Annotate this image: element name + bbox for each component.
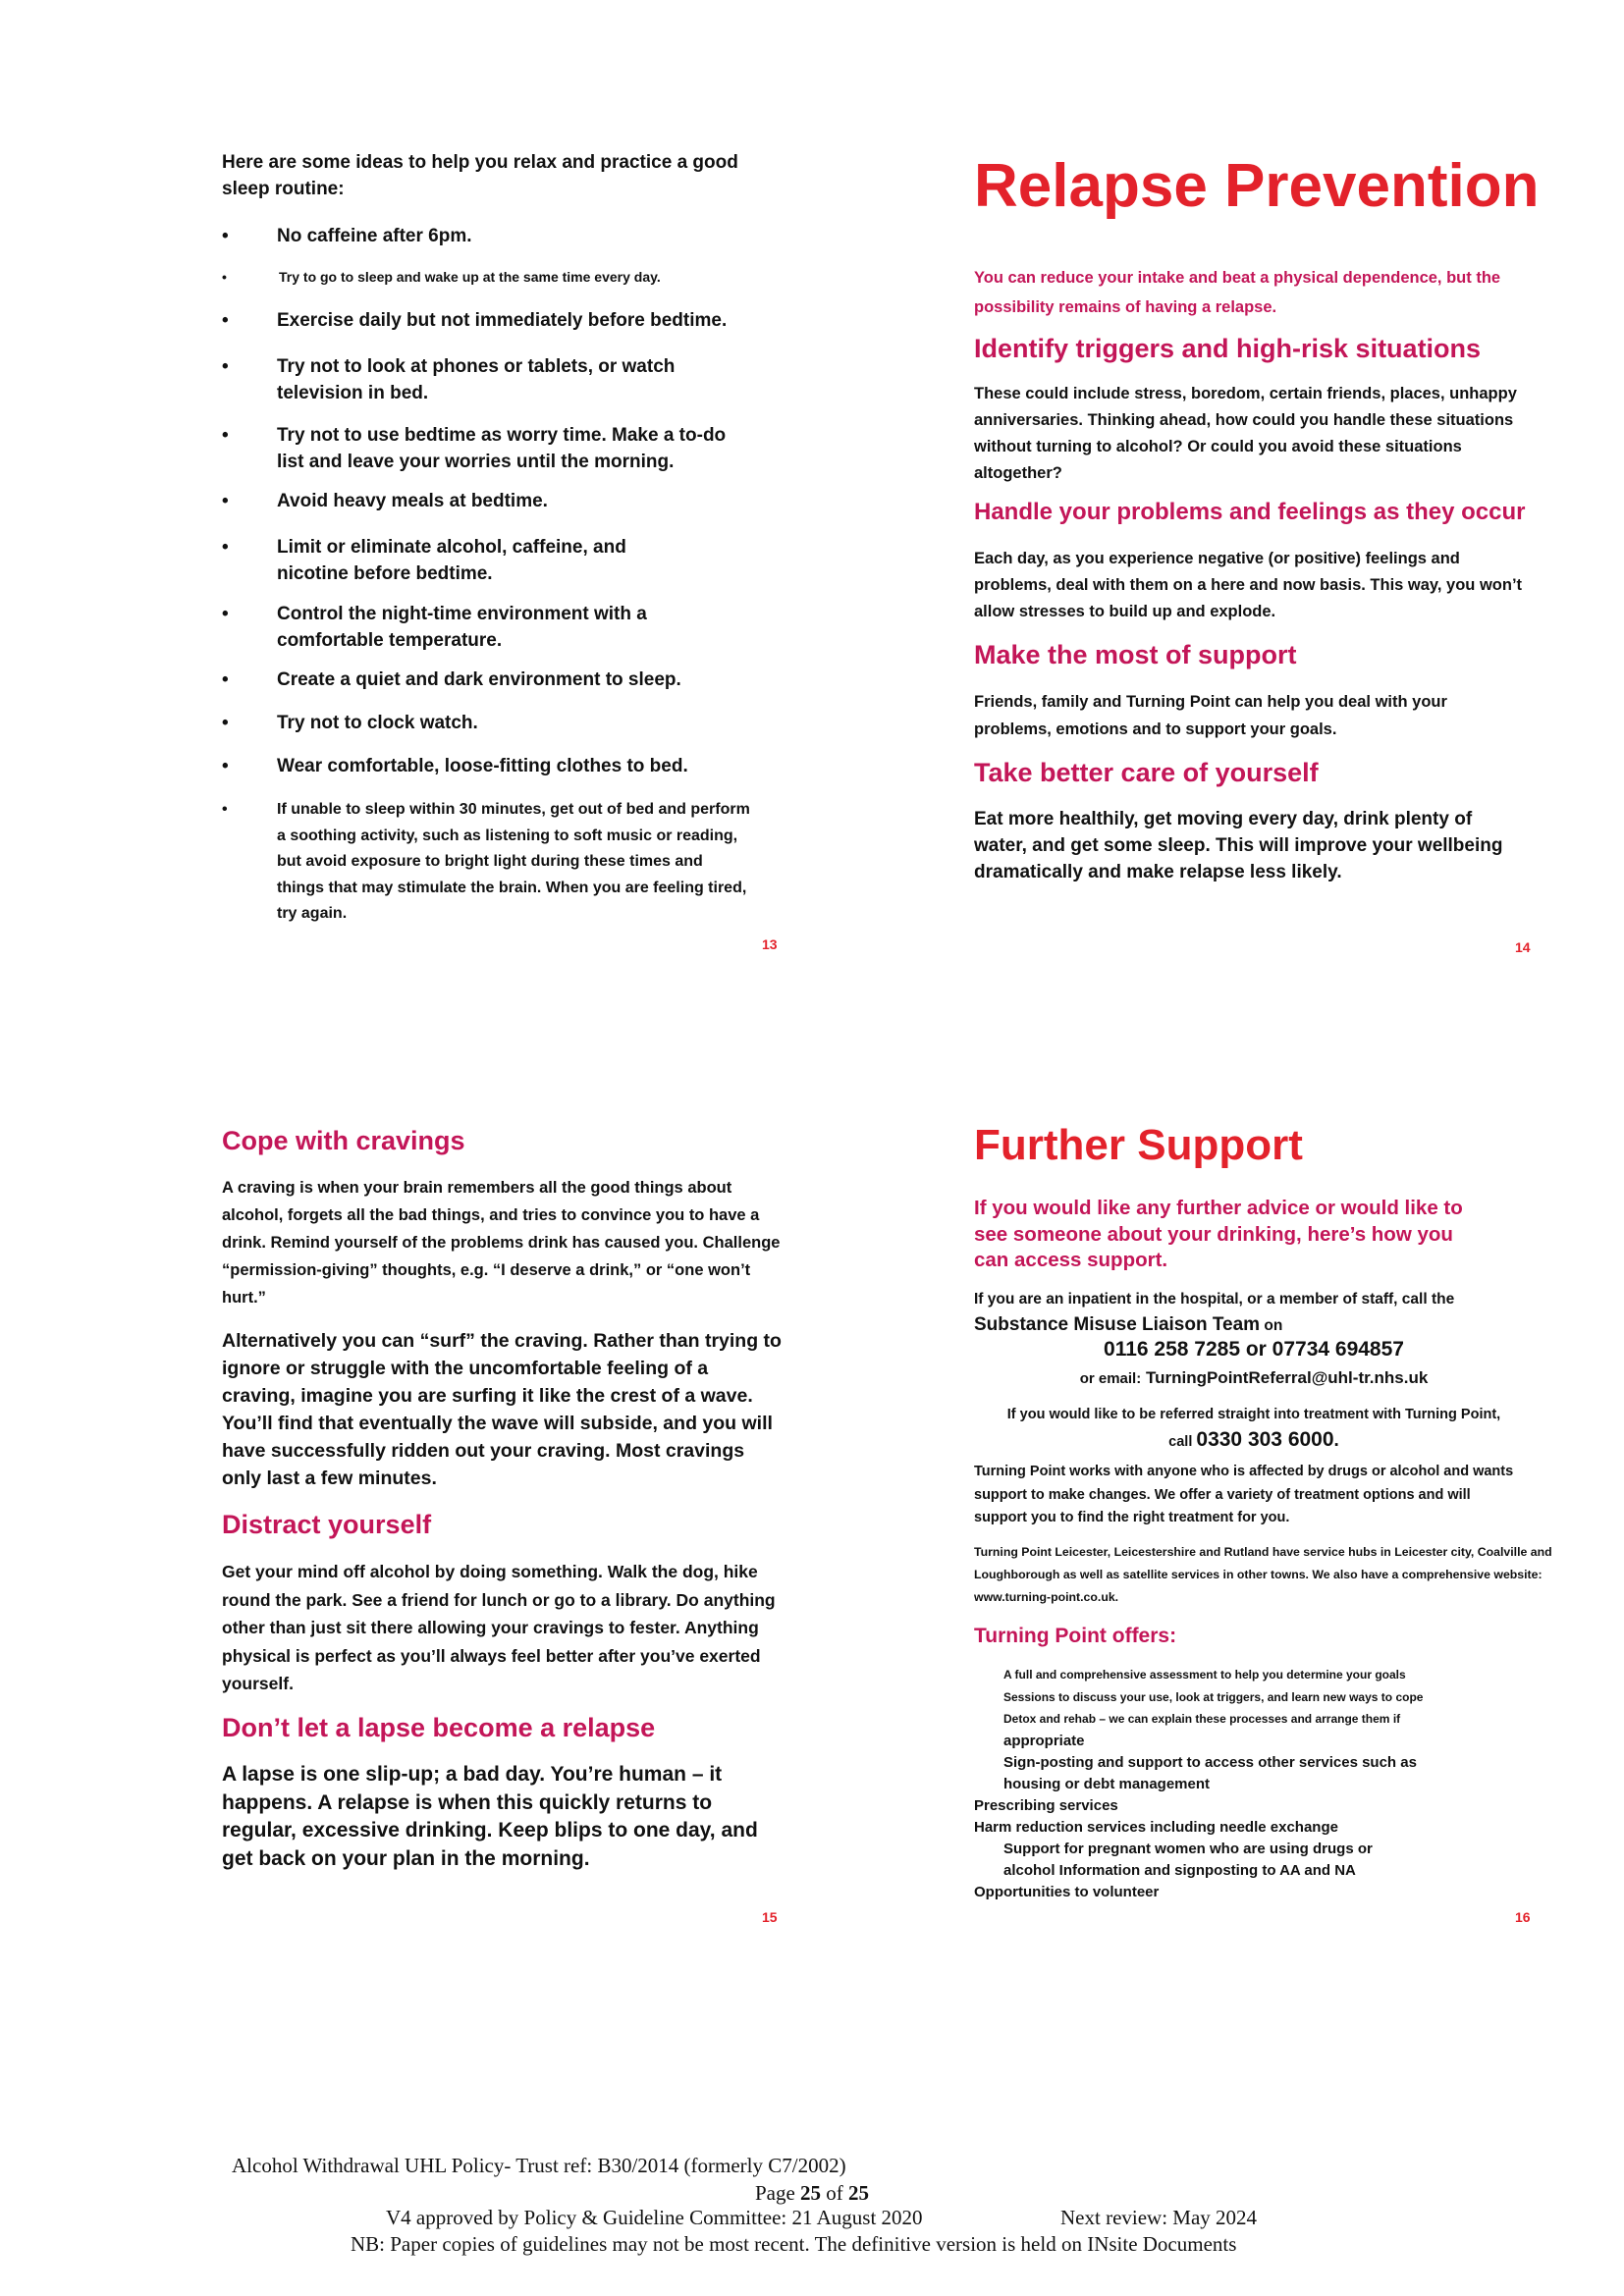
heading-turning-point-offers: Turning Point offers:: [974, 1625, 1177, 1647]
offer-item: Detox and rehab – we can explain these processes and arrange them if: [1003, 1712, 1401, 1726]
offer-item: A full and comprehensive assessment to help you determine your goals: [1003, 1668, 1406, 1682]
footer-page-indicator: Page 25 of 25: [754, 2181, 870, 2205]
offer-item: housing or debt management: [1003, 1776, 1211, 1792]
page-number-15: 15: [762, 1909, 778, 1925]
heading-identify-triggers: Identify triggers and high-risk situations: [974, 334, 1482, 363]
list-item: • Try not to use bedtime as worry time. Make a to-do list and leave your worries until the morning.: [222, 425, 727, 472]
footer-approval: V4 approved by Policy & Guideline Committee: 21 August 2020: [386, 2206, 923, 2229]
offer-item: Sessions to discuss your use, look at triggers, and learn new ways to cope: [1003, 1690, 1424, 1704]
body-distract-yourself: Get your mind off alcohol by doing something. Walk the dog, hike round the park. See a friend for lunch or go to a library. Do anything other than just sit there allowing your cravings to fester. Anything physical is perfect as you’ll always feel better after you’ve exerted yourself.: [222, 1562, 776, 1693]
offer-item: Prescribing services: [974, 1797, 1118, 1814]
list-item: • Try to go to sleep and wake up at the same time every day.: [222, 269, 661, 285]
list-item: • Create a quiet and dark environment to sleep.: [222, 669, 681, 690]
team-phone-numbers: 0116 258 7285 or 07734 694857: [1104, 1338, 1404, 1361]
list-item: • Limit or eliminate alcohol, caffeine, and nicotine before bedtime.: [222, 537, 626, 584]
list-item: • Try not to look at phones or tablets, or watch television in bed.: [222, 356, 676, 403]
offer-item: appropriate: [1003, 1733, 1085, 1749]
body-take-better-care: Eat more healthily, get moving every day, drink plenty of water, and get some sleep. This will improve your wellbeing dramatically and make relapse less likely.: [974, 809, 1503, 882]
page-title-further-support: Further Support: [974, 1121, 1303, 1169]
list-item: • If unable to sleep within 30 minutes, get out of bed and perform a soothing activity, such as listening to soft music or reading, but avoid exposure to bright light during these times and things that may stimulate the brain. When you are feeling tired, try again.: [222, 801, 750, 922]
footer-policy-ref: Alcohol Withdrawal UHL Policy- Trust ref: B30/2014 (formerly C7/2002): [232, 2154, 846, 2177]
turning-point-works-with: Turning Point works with anyone who is affected by drugs or alcohol and wants support to make changes. We offer a variety of treatment options and will support you to find the right treatment for you.: [974, 1464, 1514, 1525]
offer-item: Support for pregnant women who are using drugs or: [1003, 1841, 1373, 1857]
page-number-16: 16: [1515, 1909, 1531, 1925]
referral-text: If you would like to be referred straight into treatment with Turning Point, call 0330 303 6000.: [1006, 1407, 1501, 1451]
heading-lapse-relapse: Don’t let a lapse become a relapse: [222, 1713, 656, 1742]
heading-take-better-care: Take better care of yourself: [974, 758, 1319, 787]
heading-make-most-of-support: Make the most of support: [974, 640, 1297, 669]
body-surf-craving: Alternatively you can “surf” the craving. Rather than trying to ignore or struggle with the uncomfortable feeling of a craving, imagine you are surfing it like the crest of a wave. You’ll find that eventually the wave will subside, and you will have successfully ridden out your craving. Most cravings only last a few minutes.: [222, 1330, 782, 1489]
further-support-intro: If you would like any further advice or would like to see someone about your drinking, here’s how you can access support.: [974, 1197, 1463, 1271]
offer-item: Harm reduction services including needle exchange: [974, 1819, 1338, 1836]
body-lapse-relapse: A lapse is one slip-up; a bad day. You’re human – it happens. A relapse is when this quickly returns to regular, excessive drinking. Keep blips to one day, and get back on your plan in the morning.: [222, 1763, 758, 1870]
team-name: Substance Misuse Liaison Team: [974, 1314, 1261, 1335]
body-identify-triggers: These could include stress, boredom, certain friends, places, unhappy anniversaries. Thinking ahead, how could you handle these situations without turning to alcohol? Or could you avoid these situations altogether?: [974, 385, 1517, 482]
current-page: 25: [800, 2181, 822, 2205]
body-handle-problems: Each day, as you experience negative (or positive) feelings and problems, deal with them on a here and now basis. This way, you won’t allow stresses to build up and explode.: [974, 550, 1523, 620]
offer-item: alcohol Information and signposting to AA and NA: [1003, 1862, 1356, 1879]
total-pages: 25: [848, 2181, 870, 2205]
relapse-intro: You can reduce your intake and beat a physical dependence, but the possibility remains of having a relapse.: [974, 269, 1501, 316]
heading-cope-with-cravings: Cope with cravings: [222, 1126, 465, 1155]
sleep-intro: Here are some ideas to help you relax and practice a good sleep routine:: [222, 152, 738, 199]
page-number-14: 14: [1515, 939, 1531, 955]
list-item: • Exercise daily but not immediately before bedtime.: [222, 310, 728, 331]
list-item: • Control the night-time environment with a comfortable temperature.: [222, 604, 647, 651]
referral-phone: 0330 303 6000: [1196, 1428, 1334, 1451]
list-item: • Try not to clock watch.: [222, 713, 478, 733]
page-title-relapse-prevention: Relapse Prevention: [974, 152, 1540, 220]
turning-point-hubs: Turning Point Leicester, Leicestershire and Rutland have service hubs in Leicester city, Coalville and Loughborough as well as satellite services in other towns. We also have a comprehensive website: www.turning-point.co.uk.: [974, 1545, 1552, 1604]
referral-email-line: or email: TurningPointReferral@uhl-tr.nhs.uk: [1079, 1368, 1429, 1387]
offer-item: Sign-posting and support to access other services such as: [1003, 1754, 1417, 1771]
list-item: • Avoid heavy meals at bedtime.: [222, 491, 548, 511]
list-item: • No caffeine after 6pm.: [222, 226, 472, 246]
offer-item: Opportunities to volunteer: [974, 1884, 1160, 1900]
inpatient-text: If you are an inpatient in the hospital, or a member of staff, call the Substance Misuse Liaison Team on: [974, 1291, 1455, 1335]
referral-email: TurningPointReferral@uhl-tr.nhs.uk: [1145, 1368, 1429, 1387]
list-item: • Wear comfortable, loose-fitting clothes to bed.: [222, 756, 688, 776]
page-number-13: 13: [762, 936, 778, 952]
heading-distract-yourself: Distract yourself: [222, 1510, 432, 1539]
footer-nb: NB: Paper copies of guidelines may not be most recent. The definitive version is held on INsite Documents: [351, 2232, 1237, 2256]
body-cope-with-cravings: A craving is when your brain remembers all the good things about alcohol, forgets all the bad things, and tries to convince you to have a drink. Remind yourself of the problems drink has caused you. Challenge “permission-giving” thoughts, e.g. “I deserve a drink,” or “one won’t hurt.”: [222, 1179, 781, 1307]
body-make-most-of-support: Friends, family and Turning Point can help you deal with your problems, emotions and to support your goals.: [974, 693, 1447, 738]
footer-next-review: Next review: May 2024: [1060, 2206, 1258, 2229]
heading-handle-problems: Handle your problems and feelings as they occur: [974, 499, 1526, 525]
